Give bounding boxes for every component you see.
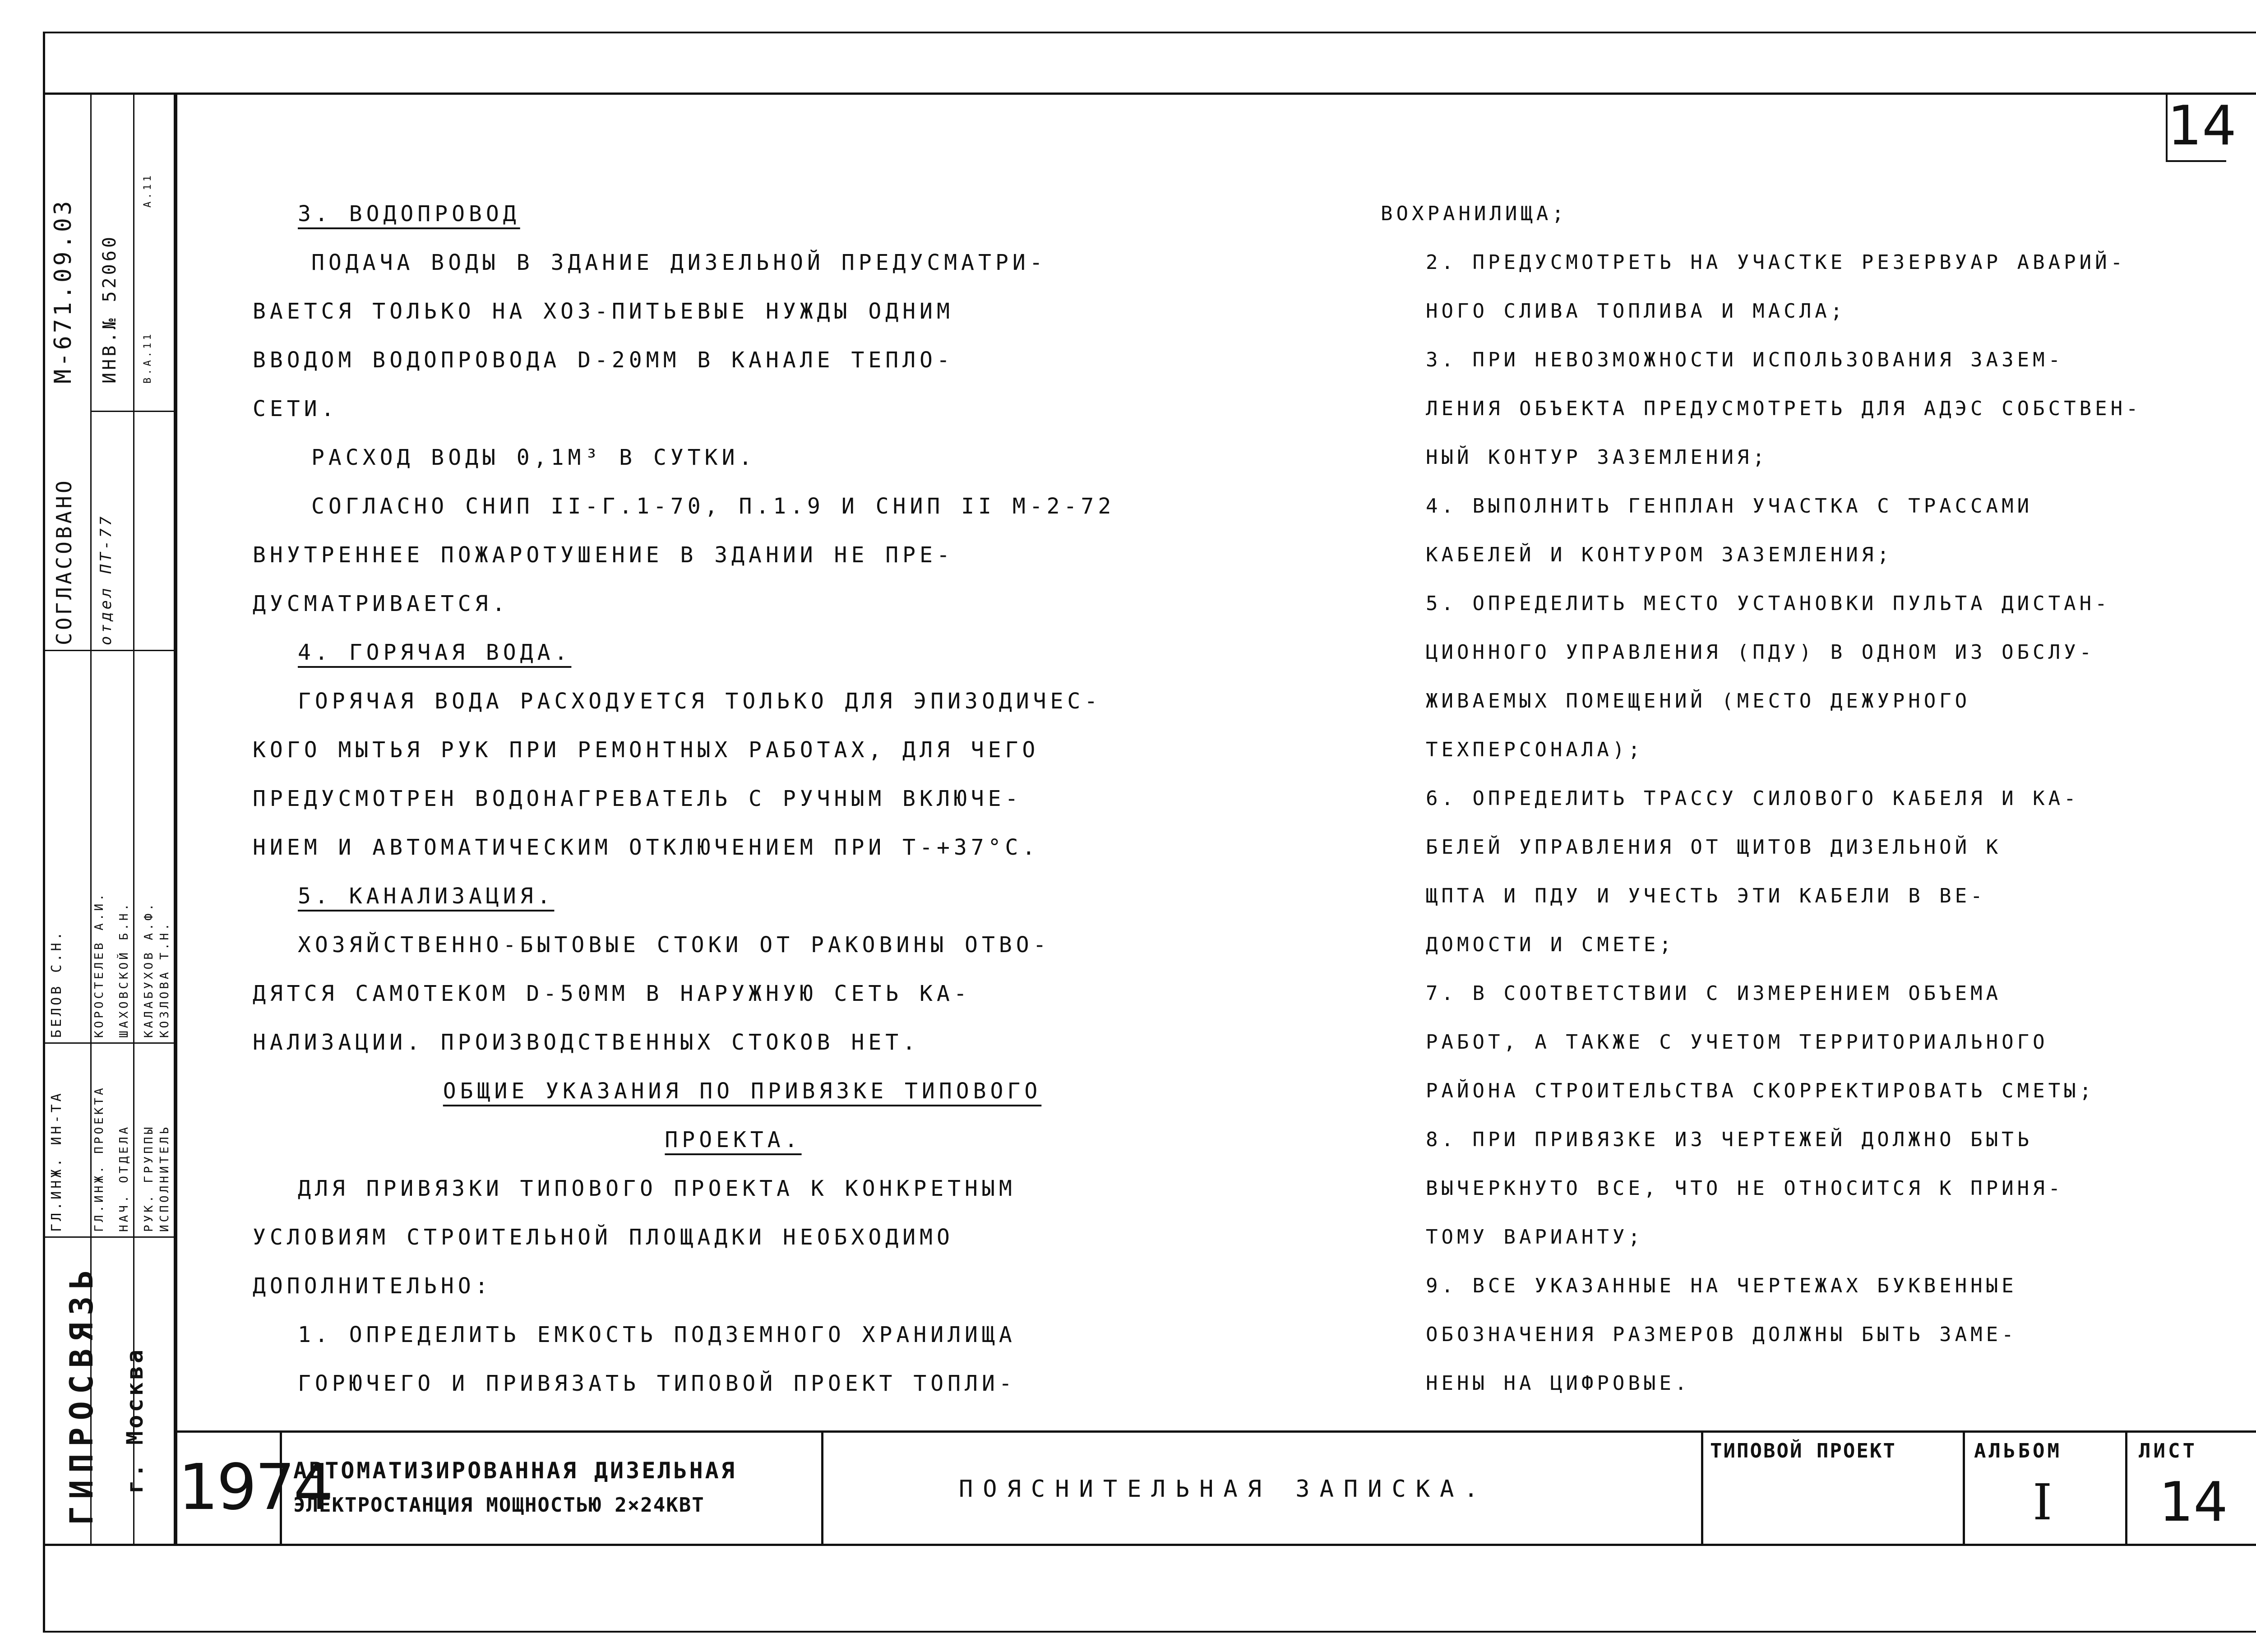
document-title: ПОЯСНИТЕЛЬНАЯ ЗАПИСКА. bbox=[959, 1476, 1488, 1503]
text-line: 1. ОПРЕДЕЛИТЬ ЕМКОСТЬ ПОДЗЕМНОГО ХРАНИЛИЩА bbox=[298, 1322, 1016, 1347]
text-line: ВОХРАНИЛИЩА; bbox=[1381, 202, 1567, 225]
text-line: РАСХОД ВОДЫ 0,1М³ В СУТКИ. bbox=[311, 445, 756, 470]
strip-divider bbox=[45, 650, 176, 651]
sheet-label: ЛИСТ bbox=[2139, 1439, 2197, 1462]
role-chief-engineer-project: ГЛ.ИНЖ. ПРОЕКТА bbox=[92, 1085, 106, 1232]
strip-divider bbox=[45, 1042, 176, 1044]
small-code: A.11 bbox=[142, 173, 153, 208]
text-line: 9. ВСЕ УКАЗАННЫЕ НА ЧЕРТЕЖАХ БУКВЕННЫЕ bbox=[1426, 1274, 2017, 1297]
text-line: СОГЛАСНО СНИП II-Г.1-70, П.1.9 И СНИП II М-2-72 bbox=[311, 494, 1115, 519]
text-line: ОБОЗНАЧЕНИЯ РАЗМЕРОВ ДОЛЖНЫ БЫТЬ ЗАМЕ- bbox=[1426, 1323, 2017, 1346]
text-line: ДЛЯ ПРИВЯЗКИ ТИПОВОГО ПРОЕКТА К КОНКРЕТНЫМ bbox=[298, 1176, 1016, 1201]
year-cell bbox=[174, 1433, 332, 1544]
text-line: ВНУТРЕННЕЕ ПОЖАРОТУШЕНИЕ В ЗДАНИИ НЕ ПРЕ- bbox=[253, 542, 954, 568]
role-department-head: НАЧ. ОТДЕЛА bbox=[117, 1124, 131, 1232]
year: 1974 bbox=[178, 1451, 332, 1524]
text-line: СЕТИ. bbox=[253, 396, 338, 421]
text-line: ТЕХПЕРСОНАЛА); bbox=[1426, 738, 1644, 761]
text-line: 6. ОПРЕДЕЛИТЬ ТРАССУ СИЛОВОГО КАБЕЛЯ И КА- bbox=[1426, 787, 2080, 810]
album-value: I bbox=[2033, 1473, 2053, 1531]
organization-name: ГИПРОСВЯЗЬ bbox=[63, 1263, 100, 1525]
project-name-line-2: ЭЛЕКТРОСТАНЦИЯ МОЩНОСТЬЮ 2×24КВТ bbox=[293, 1494, 705, 1517]
inventory-number: ИНВ.№ 52060 bbox=[99, 234, 120, 384]
text-line: КАБЕЛЕЙ И КОНТУРОМ ЗАЗЕМЛЕНИЯ; bbox=[1426, 543, 1893, 566]
sheet-cell bbox=[2127, 1433, 2256, 1544]
text-line: ДЯТСЯ САМОТЕКОМ D-50ММ В НАРУЖНУЮ СЕТЬ КА- bbox=[253, 981, 971, 1006]
text-line: БЕЛЕЙ УПРАВЛЕНИЯ ОТ ЩИТОВ ДИЗЕЛЬНОЙ К bbox=[1426, 836, 2002, 859]
section-4-title: 4. ГОРЯЧАЯ ВОДА. bbox=[298, 640, 572, 665]
small-code: B.A.11 bbox=[142, 331, 153, 384]
name-shakhovskoy: ШАХОВСКОЙ Б.Н. bbox=[117, 901, 131, 1038]
section-3-title: 3. ВОДОПРОВОД bbox=[298, 201, 520, 227]
section-5-title: 5. КАНАЛИЗАЦИЯ. bbox=[298, 884, 555, 909]
text-line: 4. ВЫПОЛНИТЬ ГЕНПЛАН УЧАСТКА С ТРАССАМИ bbox=[1426, 495, 2033, 518]
agreed-by: отдел ПТ-77 bbox=[97, 514, 115, 645]
role-executor: ИСПОЛНИТЕЛЬ bbox=[158, 1124, 171, 1232]
text-line: ЛЕНИЯ ОБЪЕКТА ПРЕДУСМОТРЕТЬ ДЛЯ АДЭС СОБСТВЕН- bbox=[1426, 397, 2142, 420]
text-line: ХОЗЯЙСТВЕННО-БЫТОВЫЕ СТОКИ ОТ РАКОВИНЫ ОТВО- bbox=[298, 932, 1050, 958]
text-line: НАЛИЗАЦИИ. ПРОИЗВОДСТВЕННЫХ СТОКОВ НЕТ. bbox=[253, 1030, 920, 1055]
type-project-cell bbox=[1703, 1433, 1965, 1544]
name-kalabukhov: КАЛАБУХОВ А.Ф. bbox=[142, 901, 156, 1038]
text-line: НЫЙ КОНТУР ЗАЗЕМЛЕНИЯ; bbox=[1426, 446, 1768, 469]
strip-divider bbox=[133, 95, 134, 1544]
text-line: КОГО МЫТЬЯ РУК ПРИ РЕМОНТНЫХ РАБОТАХ, ДЛЯ ЧЕГО bbox=[253, 737, 1040, 763]
general-instructions-title: ОБЩИЕ УКАЗАНИЯ ПО ПРИВЯЗКЕ ТИПОВОГО bbox=[443, 1078, 1042, 1104]
right-text-column bbox=[1381, 190, 2238, 1408]
text-line: ПОДАЧА ВОДЫ В ЗДАНИЕ ДИЗЕЛЬНОЙ ПРЕДУСМАТРИ- bbox=[311, 250, 1047, 275]
name-korostelev: КОРОСТЕЛЕВ А.И. bbox=[92, 891, 106, 1038]
text-line: ЦИОННОГО УПРАВЛЕНИЯ (ПДУ) В ОДНОМ ИЗ ОБСЛУ- bbox=[1426, 641, 2095, 664]
text-line: 5. ОПРЕДЕЛИТЬ МЕСТО УСТАНОВКИ ПУЛЬТА ДИСТАН- bbox=[1426, 592, 2111, 615]
text-line: ВАЕТСЯ ТОЛЬКО НА ХОЗ-ПИТЬЕВЫЕ НУЖДЫ ОДНИМ bbox=[253, 299, 954, 324]
sheet-value: 14 bbox=[2159, 1471, 2228, 1534]
agreed-label: СОГЛАСОВАНО bbox=[52, 478, 76, 645]
text-line: 7. В СООТВЕТСТВИИ С ИЗМЕРЕНИЕМ ОБЪЕМА bbox=[1426, 982, 2002, 1005]
city-name: г. Москва bbox=[122, 1347, 148, 1494]
name-kozlova: КОЗЛОВА Т.Н. bbox=[158, 921, 171, 1038]
text-line: ГОРЮЧЕГО И ПРИВЯЗАТЬ ТИПОВОЙ ПРОЕКТ ТОПЛИ- bbox=[298, 1371, 1016, 1396]
strip-divider bbox=[90, 411, 176, 412]
album-label: АЛЬБОМ bbox=[1974, 1439, 2062, 1462]
role-group-lead: РУК. ГРУППЫ bbox=[142, 1124, 156, 1232]
text-line: ДУСМАТРИВАЕТСЯ. bbox=[253, 591, 509, 616]
text-line: ЩПТА И ПДУ И УЧЕСТЬ ЭТИ КАБЕЛИ В ВЕ- bbox=[1426, 884, 1986, 907]
title-block bbox=[174, 1430, 2256, 1544]
type-project-label: ТИПОВОЙ ПРОЕКТ bbox=[1710, 1439, 1896, 1462]
text-line: 3. ПРИ НЕВОЗМОЖНОСТИ ИСПОЛЬЗОВАНИЯ ЗАЗЕМ- bbox=[1426, 348, 2064, 371]
text-line: ТОМУ ВАРИАНТУ; bbox=[1426, 1226, 1644, 1249]
text-line: ЖИВАЕМЫХ ПОМЕЩЕНИЙ (МЕСТО ДЕЖУРНОГО bbox=[1426, 689, 1971, 713]
text-line: УСЛОВИЯМ СТРОИТЕЛЬНОЙ ПЛОЩАДКИ НЕОБХОДИМО bbox=[253, 1225, 954, 1250]
left-text-column bbox=[253, 190, 1178, 1408]
left-stamp-strip bbox=[45, 93, 176, 1546]
text-line: ВВОДОМ ВОДОПРОВОДА D-20ММ В КАНАЛЕ ТЕПЛО- bbox=[253, 347, 954, 373]
text-line: ПРЕДУСМОТРЕН ВОДОНАГРЕВАТЕЛЬ С РУЧНЫМ ВКЛЮЧЕ- bbox=[253, 786, 1022, 811]
text-line: 2. ПРЕДУСМОТРЕТЬ НА УЧАСТКЕ РЕЗЕРВУАР АВАРИЙ- bbox=[1426, 251, 2127, 274]
name-belov: БЕЛОВ С.Н. bbox=[49, 929, 65, 1038]
project-name-line-1: АВТОМАТИЗИРОВАННАЯ ДИЗЕЛЬНАЯ bbox=[293, 1458, 737, 1484]
text-line: ДОМОСТИ И СМЕТЕ; bbox=[1426, 933, 1675, 956]
album-cell bbox=[1965, 1433, 2127, 1544]
text-line: НИЕМ И АВТОМАТИЧЕСКИМ ОТКЛЮЧЕНИЕМ ПРИ T-+37°С. bbox=[253, 835, 1040, 860]
strip-divider bbox=[45, 1236, 176, 1238]
page-number-box: 14 bbox=[2166, 93, 2226, 162]
text-line: НЕНЫ НА ЦИФРОВЫЕ. bbox=[1426, 1372, 1691, 1395]
text-line: ДОПОЛНИТЕЛЬНО: bbox=[253, 1273, 492, 1299]
role-chief-engineer-institute: ГЛ.ИНЖ. ИН-ТА bbox=[49, 1091, 65, 1232]
doc-code: М-671.09.03 bbox=[50, 198, 77, 384]
text-line: РАЙОНА СТРОИТЕЛЬСТВА СКОРРЕКТИРОВАТЬ СМЕТЫ; bbox=[1426, 1079, 2095, 1102]
text-line: НОГО СЛИВА ТОПЛИВА И МАСЛА; bbox=[1426, 300, 1846, 323]
text-line: ГОРЯЧАЯ ВОДА РАСХОДУЕТСЯ ТОЛЬКО ДЛЯ ЭПИЗОДИЧЕС- bbox=[298, 689, 1102, 714]
project-name-cell bbox=[282, 1433, 823, 1544]
text-line: ВЫЧЕРКНУТО ВСЕ, ЧТО НЕ ОТНОСИТСЯ К ПРИНЯ- bbox=[1426, 1177, 2064, 1200]
text-line: 8. ПРИ ПРИВЯЗКЕ ИЗ ЧЕРТЕЖЕЙ ДОЛЖНО БЫТЬ bbox=[1426, 1128, 2033, 1151]
text-line: РАБОТ, А ТАКЖЕ С УЧЕТОМ ТЕРРИТОРИАЛЬНОГО bbox=[1426, 1031, 2048, 1054]
document-title-cell bbox=[823, 1433, 1703, 1544]
general-instructions-title-cont: ПРОЕКТА. bbox=[665, 1127, 802, 1152]
